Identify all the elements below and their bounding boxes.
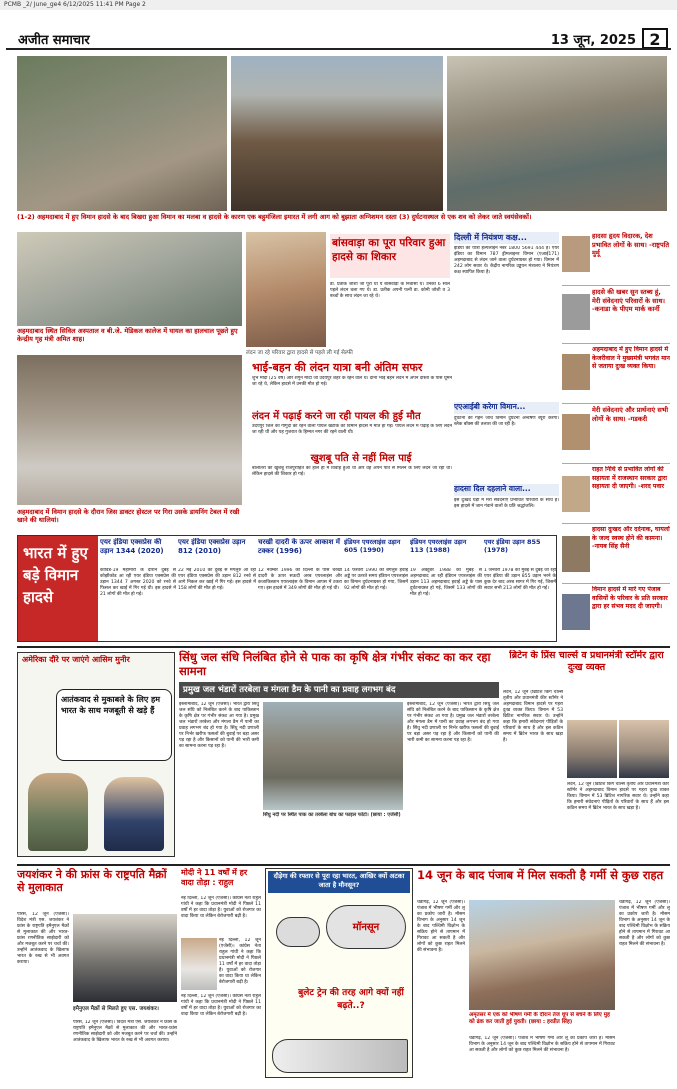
history-item-body: 19 अक्टूबर 1988 को मुंबई से अहमदाबाद आ रही इंडियन एयरलाइंस की उड़ान 113 अहमदाबाद हवाई अड्डे के पास दुर्घटनाग्रस्त हो गई, जिसमें 133 लोगों की मौत हो गई।	[410, 568, 482, 597]
delhi-column-title: दिल्ली में नियंत्रण कक्ष...	[454, 232, 559, 244]
history-item-head: एयर इंडिया एक्सप्रेस की उड़ान 1344 (2020)	[100, 538, 164, 555]
rahul-body-bottom: नई दिल्ली, 12 जून (एजेंसी)। कांग्रेस नेता राहुल गांधी ने कहा कि प्रधानमंत्री मोदी ने पिछले 11 वर्षों में हर वादा तोड़ा है। युवाओं को रोजगार का वादा किया था लेकिन बेरोजगारी बढ़ी है।	[181, 994, 261, 1017]
avatar	[562, 294, 590, 330]
rahul-body: नई दिल्ली, 12 जून (एजेंसी)। कांग्रेस नेता राहुल गांधी ने कहा कि प्रधानमंत्री मोदी ने पिछले 11 वर्षों में हर वादा तोड़ा है। युवाओं को रोजगार का वादा किया था लेकिन बेरोजगारी बढ़ी है।	[181, 896, 261, 919]
history-item	[484, 538, 556, 640]
quote-card	[562, 586, 670, 642]
punjab-caption: अमृतसर में एक को भीषण गर्मी के दौरान तेज धूप से बचने के लिए मुंह को ढंक कर जाती हुई युवती। (छाया : हरप्रीत सिंह)	[469, 1012, 610, 1025]
section-divider	[17, 864, 670, 866]
history-item-body: 14 फरवरी 1990 को बेंगलुरु हवाई अड्डे पर उतरते समय इंडियन एयरलाइंस का विमान दुर्घटनाग्रस्त हो गया, जिसमें 92 लोगों की मौत हो गई।	[344, 568, 408, 591]
masthead	[6, 28, 671, 50]
indus-body: इस्लामाबाद, 12 जून (एजेंसी)। भारत द्वारा सिंधु जल संधि को निलंबित करने के बाद पाकिस्तान के कृषि क्षेत्र पर गंभीर संकट आ गया है। प्रमुख जल भंडारों तरबेला और मंगला डैम में पानी का प्रवाह लगभग बंद हो गया है। सिंधु नदी प्रणाली पर निर्भर खरीफ फसलों की बुवाई पर बड़ा असर पड़ रहा है और किसानों को पानी की भारी कमी का सामना करना पड़ रहा है।	[179, 702, 259, 749]
jaishankar-story	[17, 868, 177, 1078]
sibling-body: शुभ मोदी (25 वर्ष) और शगुन मोदी जो उदयपुर शहर के रहने वाले थे। दोनों भाई बहन लंदन में अपने दोस्तों के पास घूमने जा रहे थे, लेकिन हादसे में उनकी मौत हो गई।	[252, 376, 452, 387]
punjab-body: चंडीगढ़, 12 जून (एजेंसी)। पंजाब में भीषण गर्मी और लू का प्रकोप जारी है। मौसम विभाग के अनुसार 14 जून के बाद पश्चिमी विक्षोभ के सक्रिय होने से तापमान में गिरावट आ सकती है और लोगों को कुछ राहत मिलने की संभावना है।	[417, 900, 465, 953]
munir-headline: अमेरिका दौरे पर जाएंगे आसिम मुनीर	[22, 655, 130, 664]
rahul-body-continued: नई दिल्ली, 12 जून (एजेंसी)। कांग्रेस नेता राहुल गांधी ने कहा कि प्रधानमंत्री मोदी ने पिछले 11 वर्षों में हर वादा तोड़ा है। युवाओं को रोजगार का वादा किया था लेकिन बेरोजगारी बढ़ी है।	[219, 938, 261, 985]
history-item-head: इंडियन एयरलाइंस उड़ान 605 (1990)	[344, 538, 401, 554]
quote-card	[562, 288, 670, 344]
section-divider	[17, 646, 670, 648]
page-number: 2	[642, 28, 668, 49]
plane-crash-history	[17, 535, 557, 642]
hospital-caption: अहमदाबाद स्थित सिविल अस्पताल व बी.जे. मेडिकल कालेज में घायल का हालचाल पूछते हुए केन्द्रीय गृह मंत्री अमित शाह।	[17, 327, 238, 343]
train-label: बुलेट ट्रेन की तरह आगे क्यों नहीं बढ़ते..?	[298, 988, 404, 1011]
jaishankar-caption: इमैनुएल मैक्रों से मिलते हुए एस. जयशंकर।	[73, 1006, 159, 1012]
indus-subhead: प्रमुख जल भंडारों तरबेला व मंगला डैम के पानी का प्रवाह लगभग बंद	[179, 682, 499, 698]
britain-headline: ब्रिटेन के प्रिंस चार्ल्स व प्रधानमंत्री स्टॉर्मर द्वारा दुःख व्यक्त	[509, 650, 664, 673]
payal-headline: लंदन में पढ़ाई करने जा रही पायल की हुई मौत	[252, 411, 421, 422]
family-selfie-photo	[246, 232, 326, 347]
cloud-label: मॉनसून	[326, 905, 406, 949]
khushbu-body: बालोतरा की खुशबू राजपुरोहित का हाल ही में विवाह हुआ था और वह अपने पति से मिलने के लिए लंदन जा रही थी। लेकिन हादसे की शिकार हो गई।	[252, 466, 452, 477]
history-item-body: कोविड-19 महामारी के दौरान दुबई से कोझीकोड आ रही एयर इंडिया एक्सप्रेस की उड़ान 1344 7 अगस्त 2020 को रनवे से फिसल कर खाई में गिर गई थी। इस हादसे में 21 लोगों की मौत हो गई।	[100, 568, 176, 597]
avatar	[562, 414, 590, 450]
delhi-column-body: इंडिया का यात्री हेल्पलाइन नंबर 1800 5691 444 है। एयर इंडिया का विमान 787 ड्रीमलाइनर विमान (एआई171) अहमदाबाद से लंदन जाने वाला दुर्घटनाग्रस्त हो गया। विमान में 242 लोग सवार थे। केंद्रीय नागरिक उड्डयन मंत्रालय ने नियंत्रण कक्ष स्थापित किया है।	[454, 246, 559, 275]
top-photo-caption: (1-2) अहमदाबाद में हुए विमान हादसे के बाद बिखरा हुआ विमान का मलबा व हादसे के कारण एक बहुमंजिला इमारत में लगी आग को बुझाता अग्निशमन दस्ता (3) दुर्घटनास्थल से एक शव को लेकर जाते स्वयंसेवकों।	[17, 213, 532, 221]
rahul-headline: मोदी ने 11 वर्षों में हर वादा तोड़ा : राहुल	[181, 868, 248, 887]
aaib-body: दुर्घटना की गहन जांच विमान दुर्घटना अन्वेषण ब्यूरो करेगा। ब्लैक बॉक्स की तलाश की जा रही है।	[454, 416, 559, 427]
hostel-dining-photo	[17, 355, 242, 505]
avatar	[562, 476, 590, 512]
jaishankar-macron-photo	[73, 914, 177, 1002]
quote-text: हादसा हृदय विदारक, देश प्रभावित लोगों के साथ। -राष्ट्रपति मुर्मू	[592, 232, 670, 257]
punjab-body-right: चंडीगढ़, 12 जून (एजेंसी)। पंजाब में भीषण गर्मी और लू का प्रकोप जारी है। मौसम विभाग के अनुसार 14 जून के बाद पश्चिमी विक्षोभ के सक्रिय होने से तापमान में गिरावट आ सकती है और लोगों को कुछ राहत मिलने की संभावना है।	[619, 900, 670, 947]
rahul-photo	[181, 938, 217, 990]
history-title: भारत में हुए बड़े विमान हादसे	[18, 536, 98, 641]
cartoon-figure	[28, 773, 88, 851]
quote-card	[562, 232, 670, 286]
history-item	[344, 538, 408, 640]
quote-text: विमान हादसे में मारे गए पंजाब वासियों के परिवार के प्रति सरकार द्वारा हर संभव मदद दी जाएगी।	[592, 586, 668, 610]
history-item-head: एयर इंडिया एक्सप्रेस उड़ान 812 (2010)	[178, 538, 246, 555]
punjab-headline: 14 जून के बाद पंजाब में मिल सकती है गर्मी से कुछ राहत	[417, 868, 664, 882]
sibling-headline: भाई-बहन की लंदन यात्रा बनी अंतिम सफर	[252, 361, 423, 374]
quote-text: हादसे की खबर सुन स्तब्ध हूं, मेरी संवेदनाएं परिवारों के साथ। -कनाडा के पीएम मार्क कार्नी	[592, 288, 665, 313]
tarbela-caption: सिंधु नदी पर स्थित पाक का तरबेला बांध का फाइल फोटो। (छाया : एजेंसी)	[263, 812, 401, 818]
bullet-train-icon	[272, 1039, 408, 1073]
aaib-subhead: एएआईबी करेगा विमान...	[454, 402, 559, 414]
payal-body: उदयपुर जिले की गोगुंदा की रहने वाली पायल खटीक की विमान हादसे में मौत हो गई। पायल लंदन में पढ़ाई के लिए लंदन जा रही थी और यह गुजरात के हिम्मत नगर की रहने वाली थी।	[252, 424, 452, 435]
family-headline: बांसवाड़ा का पूरा परिवार हुआ हादसे का शिकार	[330, 234, 450, 278]
speech-bubble: आतंकवाद से मुकाबले के लिए हम भारत के साथ मजबूती से खड़े हैं	[56, 689, 172, 761]
indus-body-continued: इस्लामाबाद, 12 जून (एजेंसी)। भारत द्वारा सिंधु जल संधि को निलंबित करने के बाद पाकिस्तान के कृषि क्षेत्र पर गंभीर संकट आ गया है। प्रमुख जल भंडारों तरबेला और मंगला डैम में पानी का प्रवाह लगभग बंद हो गया है। सिंधु नदी प्रणाली पर निर्भर खरीफ फसलों की बुवाई पर बड़ा असर पड़ रहा है और किसानों को पानी की भारी कमी का सामना करना पड़ रहा है।	[407, 702, 499, 743]
jaishankar-body-continued: पेरिस, 12 जून (एजेंसी)। विदेश मंत्री एस. जयशंकर ने फ्रांस के राष्ट्रपति इमैनुएल मैक्रों से मुलाकात की और भारत-फ्रांस रणनीतिक साझेदारी को और मजबूत करने पर चर्चा की। उन्होंने आतंकवाद के खिलाफ भारत के रुख से भी अवगत कराया।	[73, 1020, 177, 1043]
heartbreaking-body: इस दुःखद घड़ी में मेरी संवेदनाएं प्रभावित परिवारों के साथ हैं। इस हादसे में जान गंवाने वालों के प्रति श्रद्धांजलि।	[454, 498, 559, 509]
volunteers-photo	[447, 56, 667, 211]
burning-building-photo	[231, 56, 443, 211]
quote-text: मेरी संवेदनाएं और प्रार्थनाएं सभी लोगों के साथ। -गडकरी	[592, 406, 669, 423]
khushbu-headline: खुशबू पति से नहीं मिल पाई	[310, 453, 412, 464]
history-item	[178, 538, 256, 640]
punjab-body-continued: चंडीगढ़, 12 जून (एजेंसी)। पंजाब में भीषण गर्मी और लू का प्रकोप जारी है। मौसम विभाग के अनुसार 14 जून के बाद पश्चिमी विक्षोभ के सक्रिय होने से तापमान में गिरावट आ सकती है और लोगों को कुछ राहत मिलने की संभावना है।	[469, 1036, 615, 1053]
quotes-column	[562, 232, 670, 642]
quote-card	[562, 526, 670, 584]
munir-cartoon	[17, 652, 175, 857]
quote-card	[562, 466, 670, 524]
history-item-body: 22 मई 2010 को दुबई से मंगलुरु आ रही एयर इंडिया एक्सप्रेस की उड़ान 812 रनवे से आगे निकल कर खाई में गिर गई। इस हादसे में 158 लोगों की मौत हो गई।	[178, 568, 256, 591]
tarbela-dam-photo	[263, 702, 403, 810]
britain-body-continued: लंदन, 12 जून (ब्रिटिश किंग चार्ल्स तृतीय और प्रधानमंत्री कीर स्टॉर्मर ने अहमदाबाद विमान हादसे पर गहरा दुःख व्यक्त किया। विमान में 53 ब्रिटिश नागरिक सवार थे। उन्होंने कहा कि हमारी संवेदनाएं पीड़ितों के परिवारों के साथ हैं और इस कठिन समय में ब्रिटेन भारत के साथ खड़ा है।	[567, 782, 669, 811]
avatar	[562, 236, 590, 272]
punjab-story	[417, 868, 670, 1078]
quote-card	[562, 406, 670, 464]
amit-shah-hospital-photo	[17, 232, 242, 326]
indus-story	[179, 650, 499, 860]
history-item-head: इंडियन एयरलाइंस उड़ान 113 (1988)	[410, 538, 467, 554]
britain-story	[503, 650, 670, 860]
hostel-caption: अहमदाबाद में विमान हादसे के दौरान जिस डाक्टर होस्टल पर गिरा उसके डायनिंग टेबल में रखी खाने की थालियां।	[17, 508, 240, 524]
avatar	[562, 594, 590, 630]
history-item	[100, 538, 176, 640]
history-item-head: चरखी दादरी के ऊपर आकाश में टक्कर (1996)	[258, 538, 340, 555]
cloud-icon	[276, 917, 320, 947]
quote-text: राहत निधि से प्रभावित लोगों की सहायता में राजस्थान सरकार द्वारा सहायता दी जाएगी। -शरद पवार	[592, 466, 667, 490]
print-info-bar: PCMB _2/ June_ge4 6/12/2025 11:41 PM Page 2	[0, 0, 677, 10]
quote-text: अहमदाबाद में हुए विमान हादसे में केजरीवाल ने मुख्यमंत्री भगवंत मान से जताया दुःख व्यक्त किया।	[592, 346, 670, 370]
starmer-photo	[619, 720, 669, 778]
family-photo-caption: लंदन जा रहे परिवार द्वारा हादसे से पहले ली गई सेल्फी	[246, 350, 353, 356]
indus-headline: सिंधु जल संधि निलंबित होने से पाक का कृषि क्षेत्र गंभीर संकट का कर रहा सामना	[179, 650, 491, 678]
issue-date: 13 जून, 2025	[550, 33, 636, 48]
summer-heat-photo	[469, 900, 615, 1010]
history-item	[410, 538, 482, 640]
quote-text: हादसा दुःखद और दर्दनाक, घायलों के जल्द स्वस्थ होने की कामना। -नायब सिंह सैनी	[592, 526, 670, 550]
history-item	[258, 538, 342, 640]
quote-card	[562, 346, 670, 404]
monsoon-cartoon	[265, 868, 413, 1078]
history-item-head: एयर इंडिया उड़ान 855 (1978)	[484, 538, 541, 554]
jaishankar-body: पेरिस, 12 जून (एजेंसी)। विदेश मंत्री एस. जयशंकर ने फ्रांस के राष्ट्रपति इमैनुएल मैक्रों से मुलाकात की और भारत-फ्रांस रणनीतिक साझेदारी को और मजबूत करने पर चर्चा की। उन्होंने आतंकवाद के खिलाफ भारत के रुख से भी अवगत कराया।	[17, 912, 69, 965]
history-item-body: 12 नवम्बर 1996 को दिल्ली के पास चरखी दादरी के ऊपर सऊदी अरब एयरलाइंस और कजाकिस्तान एयरलाइंस के विमान आपस में टकरा गए। इस हादसे में 349 लोगों की मौत हो गई थी।	[258, 568, 342, 591]
avatar	[562, 536, 590, 572]
prince-charles-photo	[567, 720, 617, 778]
cartoon-figure	[104, 777, 164, 851]
avatar	[562, 354, 590, 390]
heartbreaking-subhead: हादसा दिल दहलाने वाला...	[454, 484, 559, 496]
family-body: डा. प्रतीक जोशी जो पूरा था ये बांसवाड़ा के निवासी थे। उनका 6 साल पहले लंदन चला गए थे। डा. प्रतीक अपनी पत्नी डा. कोमी जोशी व 3 बच्चों के साथ लंदन जा रहे थे।	[330, 282, 450, 299]
crash-debris-photo	[17, 56, 227, 211]
delhi-column	[454, 232, 559, 532]
rahul-story	[181, 868, 261, 1078]
jaishankar-headline: जयशंकर ने की फ्रांस के राष्ट्रपति मैक्रों से मुलाकात	[17, 868, 167, 894]
britain-body: लंदन, 12 जून (ब्रिटिश किंग चार्ल्स तृतीय और प्रधानमंत्री कीर स्टॉर्मर ने अहमदाबाद विमान हादसे पर गहरा दुःख व्यक्त किया। विमान में 53 ब्रिटिश नागरिक सवार थे। उन्होंने कहा कि हमारी संवेदनाएं पीड़ितों के परिवारों के साथ हैं और इस कठिन समय में ब्रिटेन भारत के साथ खड़ा है।	[503, 690, 563, 743]
paper-name: अजीत समाचार	[18, 33, 90, 48]
monsoon-banner: दौड़ेगा की रफ्तार से पूरा रहा भारत, आखिर क्यों अटका जाता है मौनसून?	[268, 871, 410, 893]
history-item-body: 1 जनवरी 1978 को मुंबई से दुबई जा रही एयर इंडिया की उड़ान 855 उड़ान भरने के कुछ देर बाद अरब सागर में गिर गई, जिसमें सवार सभी 213 लोगों की मौत हो गई।	[484, 568, 556, 591]
